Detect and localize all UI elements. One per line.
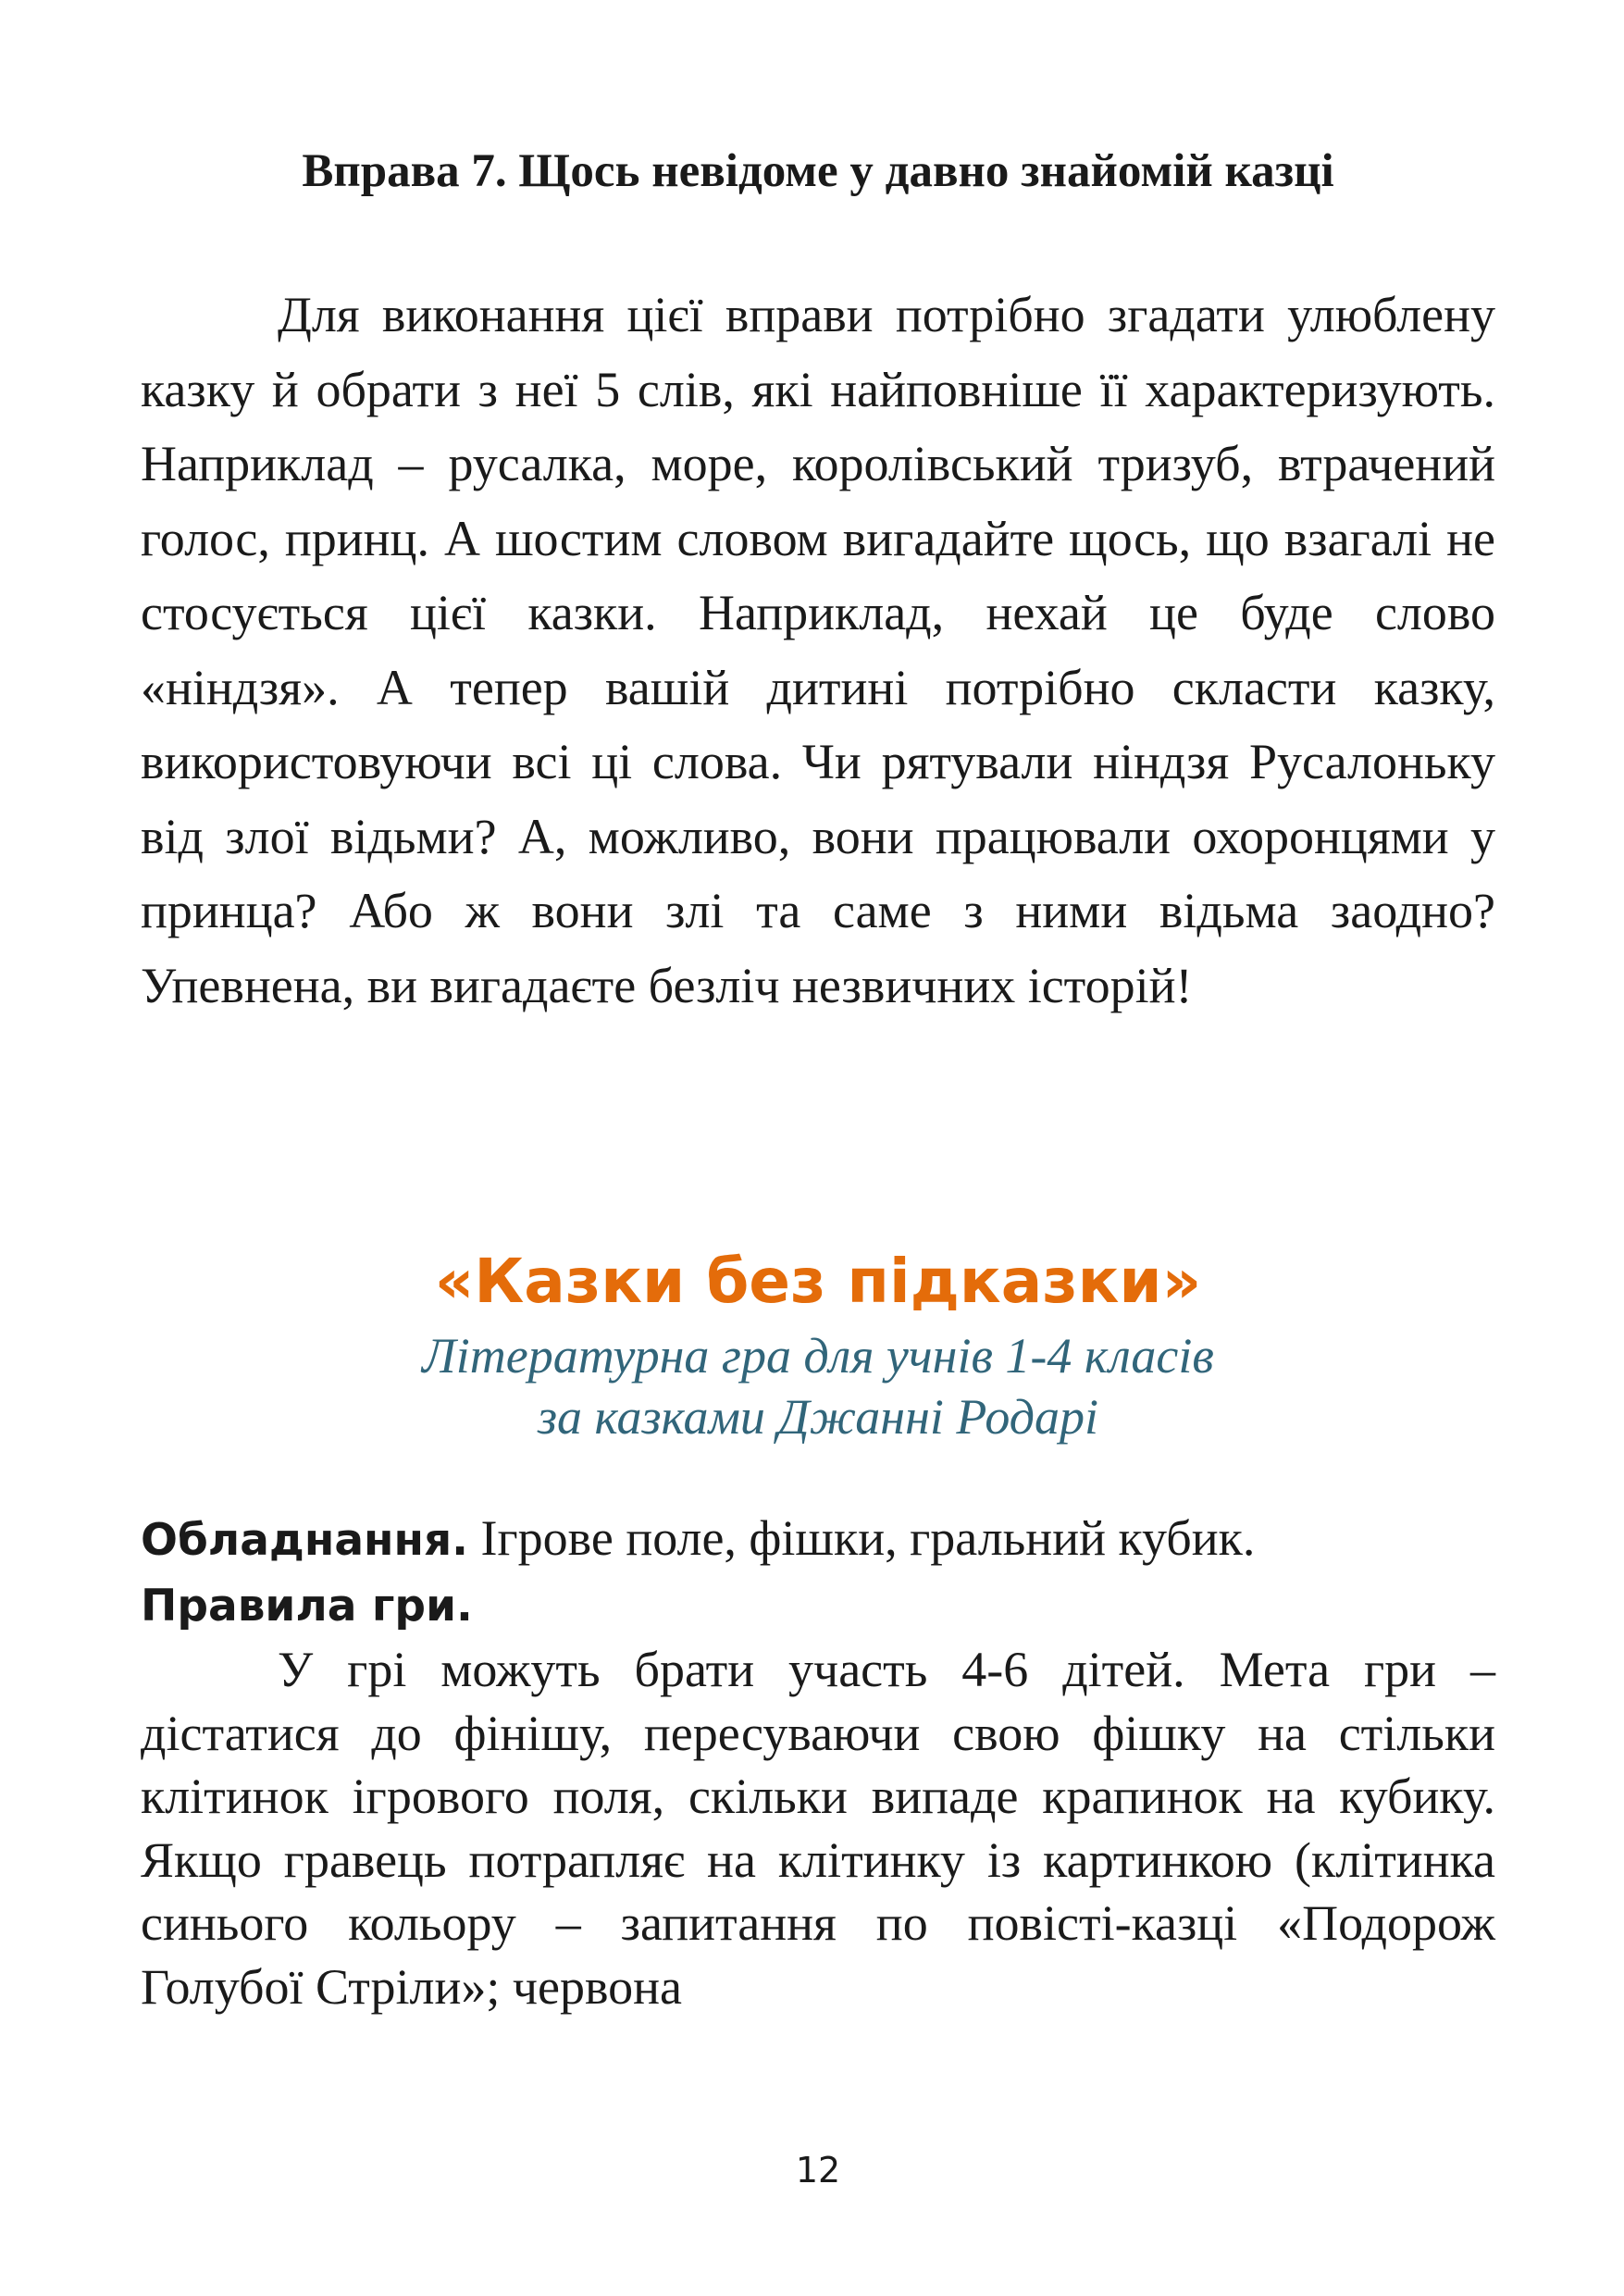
rules-paragraph: У грі можуть брати участь 4-6 дітей. Мета гри – дістатися до фінішу, пересуваючи свою фішку на стільки клітинок ігрового поля, скільки випаде крапинок на кубику. Якщо гравець потрапляє на клітинку із картинкою (клітинка синього кольору – запитання по повісті-казці «Подорож Голубої Стріли»; червона — [141, 1642, 1495, 2015]
game-subtitle-line-1: Літературна гра для учнів 1-4 класів — [422, 1328, 1214, 1384]
rules-line — [141, 1572, 1495, 1638]
game-subtitle-line-2: за казками Джанні Родарі — [537, 1389, 1099, 1445]
document-page — [141, 0, 1495, 2296]
exercise-paragraph: Для виконання цієї вправи потрібно згадати улюблену казку й обрати з неї 5 слів, які найповніше її характеризують. Наприклад – русалка, море, королівський тризуб, втрачений голос, принц. А шостим словом вигадайте щось, що взагалі не стосується цієї казки. Наприклад, нехай це буде слово «ніндзя». А тепер вашій дитині потрібно скласти казку, використовуючи всі ці слова. Чи рятували ніндзя Русалоньку від злої відьми? А, можливо, вони працювали охоронцями у принца? Або ж вони злі та саме з ними відьма заодно? Упевнена, ви вигадаєте безліч незвичних історій! — [141, 287, 1495, 1013]
game-title: «Казки без підказки» — [434, 1246, 1202, 1317]
game-info — [141, 1507, 1495, 1638]
equipment-line — [141, 1507, 1495, 1572]
equipment-label: Обладнання. — [141, 1515, 469, 1566]
page-number: 12 — [795, 2150, 841, 2191]
game-subtitle — [141, 1325, 1495, 1447]
equipment-text: Ігрове поле, фішки, гральний кубик. — [480, 1510, 1256, 1566]
rules-label: Правила гри. — [141, 1581, 473, 1632]
exercise-title: Вправа 7. Щось невідоме у давно знайомій казці — [302, 145, 1334, 197]
